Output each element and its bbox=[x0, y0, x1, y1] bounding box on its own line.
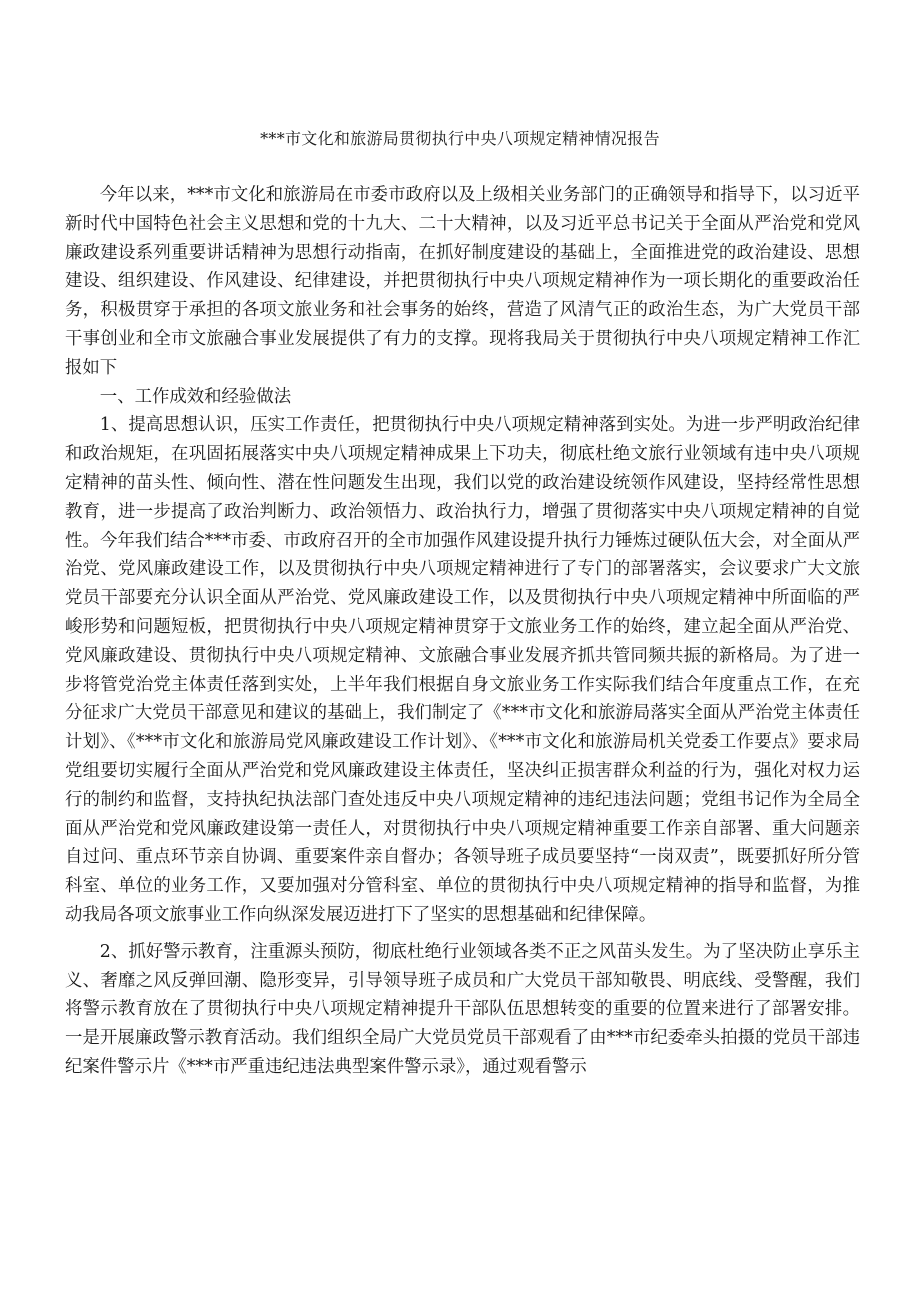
paragraph-intro: 今年以来，***市文化和旅游局在市委市政府以及上级相关业务部门的正确领导和指导下，以习近平新时代中国特色社会主义思想和党的十九大、二十大精神，以及习近平总书记关于全面从严治党和党风廉政建设系列重要讲话精神为思想行动指南，在抓好制度建设的基础上，全面推进党的政治建设、思想建设、组织建设、作风建设、纪律建设，并把贯彻执行中央八项规定精神作为一项长期化的重要政治任务，积极贯穿于承担的各项文旅业务和社会事务的始终，营造了风清气正的政治生态，为广大党员干部干事创业和全市文旅融合事业发展提供了有力的支撑。现将我局关于贯彻执行中央八项规定精神工作汇报如下 bbox=[65, 185, 860, 378]
paragraph-item-2: 2、抓好警示教育，注重源头预防，彻底杜绝行业领域各类不正之风苗头发生。为了坚决防止享乐主义、奢靡之风反弹回潮、隐形变异，引导领导班子成员和广大党员干部知敬畏、明底线、受警醒，我们将警示教育放在了贯彻执行中央八项规定精神提升干部队伍思想转变的重要的位置来进行了部署安排。一是开展廉政警示教育活动。我们组织全局广大党员党员干部观看了由***市纪委牵头拍摄的党员干部违纪案件警示片《***市严重违纪违法典型案件警示录》，通过观看警示 bbox=[65, 941, 860, 1077]
document-title: ***市文化和旅游局贯彻执行中央八项规定精神情况报告 bbox=[260, 129, 660, 148]
section-heading-1: 一、工作成效和经验做法 bbox=[99, 386, 292, 407]
paragraph-item-1: 1、提高思想认识，压实工作责任，把贯彻执行中央八项规定精神落到实处。为进一步严明政治纪律和政治规矩，在巩固拓展落实中央八项规定精神成果上下功夫，彻底杜绝文旅行业领域有违中央八项规定精神的苗头性、倾向性、潜在性问题发生出现，我们以党的政治建设统领作风建设，坚持经常性思想教育，进一步提高了政治判断力、政治领悟力、政治执行力，增强了贯彻落实中央八项规定精神的自觉性。今年我们结合***市委、市政府召开的全市加强作风建设提升执行力锤炼过硬队伍大会，对全面从严治党、党风廉政建设工作，以及贯彻执行中央八项规定精神进行了专门的部署落实，会议要求广大文旅党员干部要充分认识全面从严治党、党风廉政建设工作，以及贯彻执行中央八项规定精神中所面临的严峻形势和问题短板，把贯彻执行中央八项规定精神贯穿于文旅业务工作的始终，建立起全面从严治党、党风廉政建设、贯彻执行中央八项规定精神、文旅融合事业发展齐抓共管同频共振的新格局。为了进一步将管党治党主体责任落到实处，上半年我们根据自身文旅业务工作实际我们结合年度重点工作，在充分征求广大党员干部意见和建议的基础上，我们制定了《***市文化和旅游局落实全面从严治党主体责任计划》、《***市文化和旅游局党风廉政建设工作计划》、《***市文化和旅游局机关党委工作要点》要求局党组要切实履行全面从严治党和党风廉政建设主体责任，坚决纠正损害群众利益的行为，强化对权力运行的制约和监督，支持执纪执法部门查处违反中央八项规定精神的违纪违法问题；党组书记作为全局全面从严治党和党风廉政建设第一责任人，对贯彻执行中央八项规定精神重要工作亲自部署、重大问题亲自过问、重点环节亲自协调、重要案件亲自督办；各领导班子成员要坚持“一岗双责”，既要抓好所分管科室、单位的业务工作，又要加强对分管科室、单位的贯彻执行中央八项规定精神的指导和监督，为推动我局各项文旅事业工作向纵深发展迈进打下了坚实的思想基础和纪律保障。 bbox=[65, 415, 860, 925]
document-body bbox=[65, 181, 860, 1082]
